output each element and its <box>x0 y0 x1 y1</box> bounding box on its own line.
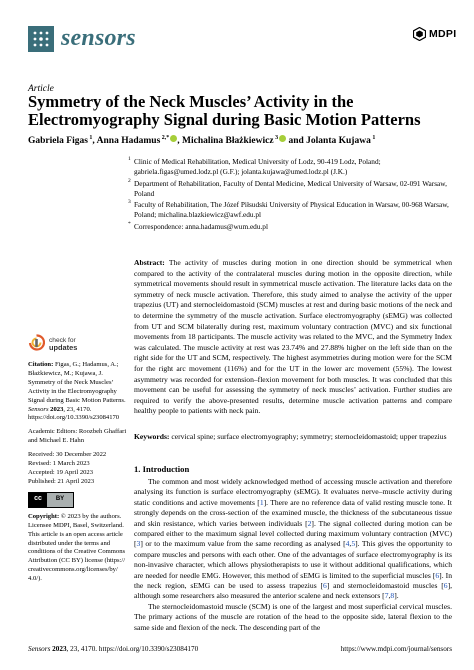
abstract <box>134 258 452 417</box>
footer-citation <box>28 645 198 653</box>
affiliation-text: Department of Rehabilitation, Faculty of Dental Medicine, Medical University of Warsaw, 02-091 Warsaw, Poland <box>134 179 447 198</box>
copyright <box>28 513 128 584</box>
keywords-text: cervical spine; surface electromyography; symmetry; sternocleidomastoid; upper trapezius <box>171 432 447 441</box>
author-separator: and <box>286 136 307 147</box>
author-affiliation: 1 <box>370 135 376 141</box>
author-affiliation: 1 <box>87 135 93 141</box>
affiliation-item <box>128 178 452 198</box>
footer-doi[interactable]: , 23, 4170. https://doi.org/10.3390/s23084170 <box>66 645 199 653</box>
reference-link[interactable]: 6 <box>435 570 440 580</box>
intro-paragraph: The sternocleidomastoid muscle (SCM) is one of the largest and most superficial cervical muscles. The primary actions of the muscle are rotation of the head to the opposite side, lateral flexion to the same side and flexion of the neck. The descending part of the <box>134 601 452 632</box>
affiliation-number: 1 <box>128 156 131 162</box>
affiliation-number: * <box>128 221 131 227</box>
sensors-logo-icon <box>28 26 54 52</box>
citation-year: 2023 <box>50 405 64 413</box>
author-affiliation: 2,* <box>160 135 170 141</box>
affiliation-number: 2 <box>128 178 131 184</box>
accepted-date: Accepted: 19 April 2023 <box>28 468 94 476</box>
affiliation-text: Faculty of Rehabilitation, The Józef Piłsudski University of Physical Education in Warsaw, 00-968 Warsaw, Poland; michalina.blazkiewicz@awf.edu.pl <box>134 200 449 219</box>
reference-link[interactable]: 4 <box>345 539 350 549</box>
check-for-label: check for <box>49 336 76 344</box>
revised-date: Revised: 1 March 2023 <box>28 460 90 468</box>
author-name[interactable]: Michalina Błażkiewicz <box>182 136 274 147</box>
cc-icon: cc <box>29 493 47 507</box>
intro-paragraph <box>134 477 452 602</box>
intro-text: ]. There are no reference data of valid resting muscle tone. It strongly depends on the cross-section of the examined muscle, the thickness of the subcutaneous tissue and skin resistance, which varies between individuals [ <box>134 497 452 528</box>
author-name[interactable]: Gabriela Figas <box>28 136 88 147</box>
intro-text: ] or to the maximum value from the same recording as analysed [ <box>140 539 346 549</box>
intro-text: ]. <box>394 591 399 601</box>
abstract-text: The activity of muscles during motion in one direction should be symmetrical when compared to the activity of the contralateral muscles during motion in the opposite direction, while symmetrical movements should result in symmetrical muscle activation. The literature lacks data on the symmetry of neck muscle activation. Therefore, this study aimed to analyse the activity of the upper trapezius (UT) and sternocleidomastoid (SCM) muscles at rest and during basic motions of the neck and to determine the symmetry of the muscle activation. Surface electromyography (sEMG) was collected from UT and SCM bilaterally during rest, maximum voluntary contraction (MVC) and six functional movements from 18 participants. The muscle activity was related to the MVC, and the Symmetry Index was calculated. The muscle activity at rest was 23.74% and 27.88% higher on the left side than on the right side for the UT and SCM, respectively. The highest asymmetries during motion were for the SCM for the right arc movement (116%) and for the UT in the lower arc movement (55%). The lowest asymmetry was recorded for extension–flexion movement for both muscles. It was concluded that this movement can be useful for assessing the symmetry of neck muscles’ activation. Further studies are required to verify the above-presented results, determine muscle activation patterns and compare healthy people to patients with neck pain. <box>134 258 452 416</box>
introduction-body <box>134 477 452 633</box>
author-affiliation: 3 <box>273 135 279 141</box>
affiliation-item <box>128 156 452 176</box>
journal-name: sensors <box>61 25 136 51</box>
reference-link[interactable]: 1 <box>259 497 264 507</box>
check-for-updates-button[interactable] <box>28 334 128 353</box>
keywords-label: Keywords: <box>134 432 170 441</box>
citation <box>28 361 128 423</box>
affiliation-item <box>128 221 452 232</box>
mdpi-logo[interactable] <box>413 27 456 41</box>
author-list <box>28 135 375 146</box>
author-separator: , <box>177 136 183 147</box>
article-sidebar <box>28 334 128 589</box>
intro-text: ]. This gives the opportunity to compare muscles and persons with each other. One of the advantages of surface electromyography is its non-invasive character, which allows physiotherapists to use it without additional qualifications, which are needed for needle EMG. However, this method of sEMG is limited to the superficial muscles [ <box>134 539 453 580</box>
copyright-label: Copyright: <box>28 512 60 520</box>
author-name[interactable]: Anna Hadamus <box>96 136 161 147</box>
citation-label: Citation: <box>28 361 54 368</box>
cc-by-license-badge[interactable] <box>28 492 74 508</box>
author-name[interactable]: Jolanta Kujawa <box>306 136 371 147</box>
footer-year: 2023 <box>52 645 67 653</box>
reference-link[interactable]: 6 <box>443 581 448 591</box>
reference-link[interactable]: 3 <box>136 539 141 549</box>
author-separator: , <box>92 136 97 147</box>
received-date: Received: 30 December 2022 <box>28 451 107 459</box>
intro-text: ]. In the neck region, sEMG can be used to assess trapezius [ <box>134 570 452 591</box>
academic-editors: Academic Editors: Roozbeh Ghaffari and Michael E. Hahn <box>28 428 127 445</box>
intro-text: ], although some researchers also measured the anterior scalene and neck extensors [ <box>134 581 452 601</box>
article-type: Article <box>28 84 54 94</box>
intro-text: The common and most widely acknowledged method of accessing muscle activation and therefore analysing its function is surface electromyography (sEMG). It evaluates nerve–muscle activity during static conditions and active movements [ <box>134 477 452 507</box>
affiliation-number: 3 <box>128 199 131 205</box>
citation-doi[interactable]: , 23, 4170. https://doi.org/10.3390/s23084170 <box>28 405 120 422</box>
intro-text: ]. The signal collected during motion can be compared either to the maximum signal level collected during maximum voluntary contraction (MVC) [ <box>134 518 453 549</box>
copyright-text: © 2023 by the authors. Licensee MDPI, Basel, Switzerland. This article is an open access article distributed under the terms and conditions of the Creative Commons Attribution (CC BY) license (https:// creativecommons.org/licenses/by/ 4.0/). <box>28 512 126 583</box>
reference-link[interactable]: 2 <box>307 518 312 528</box>
section-title: 1. Introduction <box>134 464 190 474</box>
reference-link[interactable]: 6 <box>323 581 327 591</box>
mdpi-hexagon-icon <box>413 27 426 41</box>
affiliation-text: Clinic of Medical Rehabilitation, Medical University of Lodz, 90-419 Lodz, Poland; gabriela.figas@umed.lodz.pl (G.F.); jolanta.kujawa@umed.lodz.pl (J.K.) <box>134 157 381 176</box>
reference-link[interactable]: 7 <box>384 591 389 601</box>
journal-url[interactable]: https://www.mdpi.com/journal/sensors <box>340 645 452 653</box>
published-date: Published: 21 April 2023 <box>28 477 95 485</box>
by-icon: BY <box>47 493 73 507</box>
footer-journal: Sensors <box>28 645 51 653</box>
affiliation-item <box>128 199 452 219</box>
article-title: Symmetry of the Neck Muscles’ Activity in the Electromyography Signal during Basic Motion Patterns <box>28 92 421 129</box>
journal-logo[interactable] <box>28 25 136 52</box>
intro-text: , <box>349 539 352 549</box>
updates-label: updates <box>49 342 78 352</box>
check-updates-icon <box>28 334 45 353</box>
intro-text: ] and sternocleidomastoid muscles [ <box>326 581 444 591</box>
abstract-label: Abstract: <box>134 258 165 267</box>
publisher-name: MDPI <box>429 28 457 40</box>
reference-link[interactable]: 5 <box>351 539 356 549</box>
citation-text: Figas, G.; Hadamus, A.; Błażkiewicz, M.; Kujawa, J. Symmetry of the Neck Muscles’ Activity in the Electromyography Signal during Basic Motion Patterns. <box>28 361 126 404</box>
reference-link[interactable]: 8 <box>390 591 395 601</box>
citation-journal: Sensors <box>28 405 49 413</box>
keywords <box>134 432 452 443</box>
affiliation-text: Correspondence: anna.hadamus@wum.edu.pl <box>134 222 268 231</box>
intro-text: , <box>388 591 391 601</box>
